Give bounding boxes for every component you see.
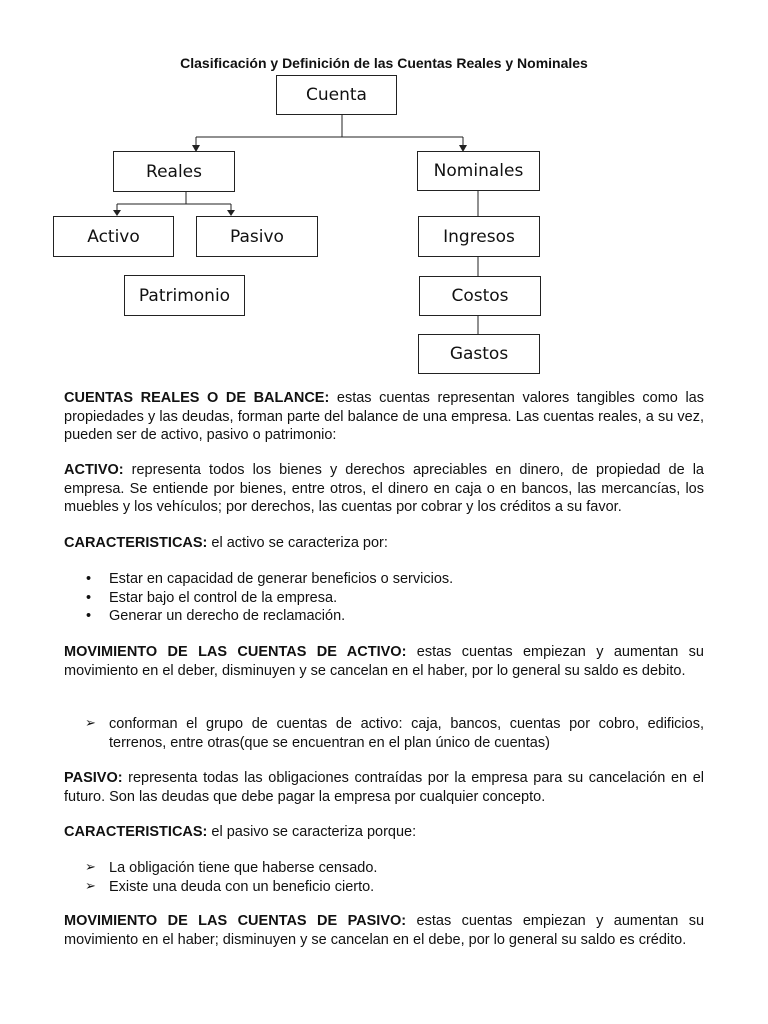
- body-caracteristicas-pasivo: el pasivo se caracteriza porque:: [207, 824, 417, 840]
- node-costos: Costos: [419, 276, 541, 316]
- heading-cuentas-reales: CUENTAS REALES O DE BALANCE:: [64, 390, 330, 406]
- list-item: ➢ conforman el grupo de cuentas de activo: caja, bancos, cuentas por cobro, edificios, terrenos, entre otras(que se encuentran en el plan único de cuentas): [64, 715, 704, 752]
- body-movimiento-activo: estas cuentas empiezan y aumentan su movimiento en el deber, disminuyen y se cancelan en el haber, por lo general su saldo es debito.: [64, 644, 704, 679]
- list-item: • Generar un derecho de reclamación.: [64, 607, 704, 626]
- node-cuenta: Cuenta: [276, 75, 397, 115]
- node-gastos: Gastos: [418, 334, 540, 374]
- body-pasivo: representa todas las obligaciones contraídas por la empresa para su cancelación en el futuro. Son las deudas que debe pagar la empresa por cualquier concepto.: [64, 770, 704, 805]
- document-title: Clasificación y Definición de las Cuentas Reales y Nominales: [180, 55, 588, 71]
- heading-caracteristicas-pasivo: CARACTERISTICAS:: [64, 824, 208, 840]
- paragraph-movimiento-activo: [64, 643, 704, 680]
- node-reales: Reales: [113, 151, 235, 192]
- body-cuentas-reales: estas cuentas representan valores tangibles como las propiedades y las deudas, forman parte del balance de una empresa. Las cuentas reales, a su vez, pueden ser de activo, pasivo o patrimonio:: [64, 390, 704, 443]
- body-activo: representa todos los bienes y derechos apreciables en dinero, de propiedad de la empresa. Se entiende por bienes, entre otros, el dinero en caja o en bancos, las mercancías, los muebles y los vehículos; por derechos, las cuentas por cobrar y los créditos a su favor.: [64, 462, 704, 515]
- list-caracteristicas-pasivo: [64, 859, 704, 896]
- node-nominales: Nominales: [417, 151, 540, 191]
- heading-caracteristicas-activo: CARACTERISTICAS:: [64, 535, 208, 551]
- body-movimiento-pasivo: estas cuentas empiezan y aumentan su movimiento en el haber; disminuyen y se cancelan en el debe, por lo general su saldo es crédito.: [64, 913, 705, 948]
- node-patrimonio: Patrimonio: [124, 275, 245, 316]
- list-item: ➢ Existe una deuda con un beneficio cierto.: [64, 878, 704, 897]
- paragraph-cuentas-reales: [64, 389, 704, 445]
- heading-pasivo: PASIVO:: [64, 770, 123, 786]
- paragraph-caracteristicas-pasivo: [64, 823, 704, 842]
- heading-movimiento-pasivo: MOVIMIENTO DE LAS CUENTAS DE PASIVO:: [64, 913, 407, 929]
- heading-activo: ACTIVO:: [64, 462, 124, 478]
- list-item: • Estar en capacidad de generar beneficios o servicios.: [64, 570, 704, 589]
- body-caracteristicas-activo: el activo se caracteriza por:: [207, 535, 388, 551]
- list-caracteristicas-activo: [64, 570, 704, 626]
- paragraph-movimiento-pasivo: [64, 912, 704, 949]
- list-movimiento-activo: [64, 715, 704, 752]
- node-activo: Activo: [53, 216, 174, 257]
- node-ingresos: Ingresos: [418, 216, 540, 257]
- paragraph-activo: [64, 461, 704, 517]
- paragraph-pasivo: [64, 769, 704, 806]
- list-item: ➢ La obligación tiene que haberse censado.: [64, 859, 704, 878]
- paragraph-caracteristicas-activo: [64, 534, 704, 553]
- node-pasivo: Pasivo: [196, 216, 318, 257]
- heading-movimiento-activo: MOVIMIENTO DE LAS CUENTAS DE ACTIVO:: [64, 644, 407, 660]
- list-item: • Estar bajo el control de la empresa.: [64, 589, 704, 608]
